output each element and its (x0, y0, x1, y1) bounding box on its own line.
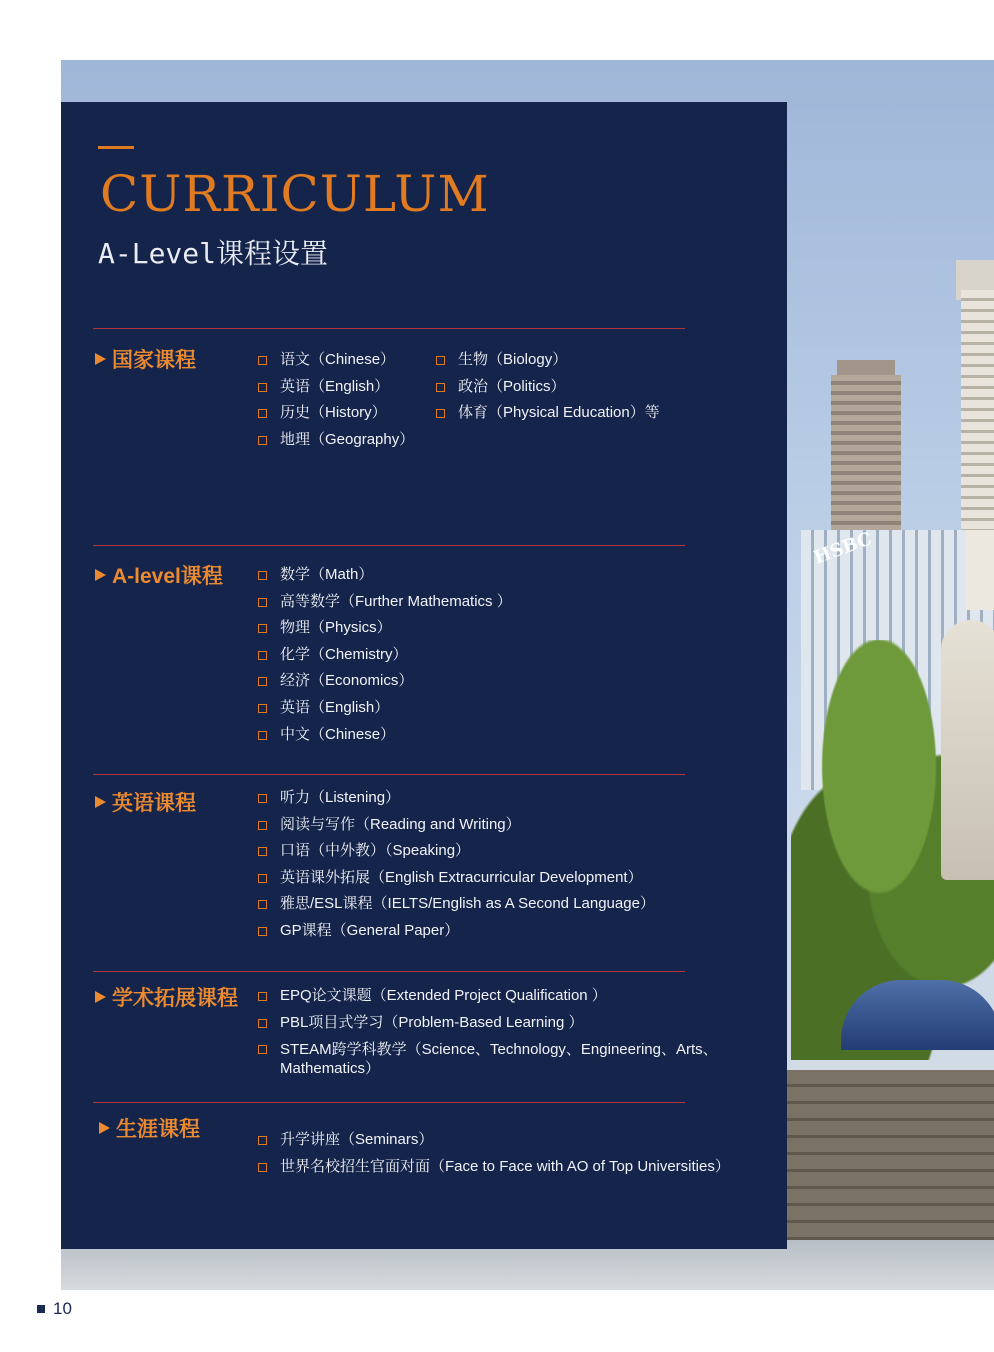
list-item: 听力（Listening） (258, 785, 655, 812)
checkbox-square-icon (258, 436, 267, 445)
checkbox-square-icon (258, 874, 267, 883)
list-item: 化学（Chemistry） (258, 642, 512, 669)
checkbox-square-icon (258, 1136, 267, 1145)
checkbox-square-icon (258, 1163, 267, 1172)
checkbox-square-icon (258, 409, 267, 418)
checkbox-square-icon (258, 992, 267, 1001)
section-divider (93, 774, 685, 775)
checkbox-square-icon (436, 356, 445, 365)
section-divider (93, 1102, 685, 1103)
page-title: CURRICULUM (100, 165, 490, 223)
list-item: 世界名校招生官面对面（Face to Face with AO of Top Universities） (258, 1154, 730, 1181)
checkbox-square-icon (258, 651, 267, 660)
square-bullet-icon (37, 1305, 45, 1313)
title-accent-line (98, 146, 134, 149)
checkbox-square-icon (258, 1019, 267, 1028)
list-item: 经济（Economics） (258, 668, 512, 695)
tower (961, 290, 994, 550)
section-heading-career (99, 1113, 200, 1143)
checkbox-square-icon (258, 624, 267, 633)
section-heading-label: A-level课程 (112, 565, 223, 588)
triangle-bullet-icon (95, 353, 106, 365)
english-list (258, 785, 655, 945)
section-heading-national (95, 344, 196, 374)
building-right (966, 530, 994, 610)
page-number-label: 10 (53, 1299, 72, 1318)
checkbox-square-icon (258, 847, 267, 856)
section-heading-label: 国家课程 (112, 349, 196, 372)
checkbox-square-icon (258, 794, 267, 803)
checkbox-square-icon (258, 677, 267, 686)
page-number (37, 1299, 72, 1319)
checkbox-square-icon (258, 1045, 267, 1054)
checkbox-square-icon (436, 409, 445, 418)
triangle-bullet-icon (95, 991, 106, 1003)
list-item: 英语（English） (258, 695, 512, 722)
list-item: 生物（Biology） (436, 347, 660, 374)
section-heading-english (95, 787, 196, 817)
list-item: 中文（Chinese） (258, 722, 512, 749)
list-item: 阅读与写作（Reading and Writing） (258, 812, 655, 839)
list-item: 高等数学（Further Mathematics ） (258, 589, 512, 616)
list-item: 地理（Geography） (258, 427, 414, 454)
academic-list (258, 983, 728, 1082)
list-item: 物理（Physics） (258, 615, 512, 642)
building-sign: HSBC (811, 528, 875, 569)
checkbox-square-icon (258, 704, 267, 713)
section-heading-academic (95, 982, 238, 1012)
list-item: 英语课外拓展（English Extracurricular Development） (258, 865, 655, 892)
list-item: 政治（Politics） (436, 374, 660, 401)
section-heading-label: 学术拓展课程 (112, 987, 238, 1010)
list-item: 历史（History） (258, 400, 414, 427)
triangle-bullet-icon (95, 569, 106, 581)
checkbox-square-icon (258, 598, 267, 607)
checkbox-square-icon (258, 927, 267, 936)
list-item: GP课程（General Paper） (258, 918, 655, 945)
career-list (258, 1127, 730, 1180)
page-subtitle: A-Level课程设置 (98, 237, 329, 270)
checkbox-square-icon (258, 571, 267, 580)
list-item: 语文（Chinese） (258, 347, 414, 374)
section-heading-label: 英语课程 (112, 792, 196, 815)
triangle-bullet-icon (99, 1122, 110, 1134)
alevel-list (258, 562, 512, 748)
list-item: 雅思/ESL课程（IELTS/English as A Second Language） (258, 891, 655, 918)
section-heading-alevel (95, 560, 223, 590)
triangle-bullet-icon (95, 796, 106, 808)
section-divider (93, 328, 685, 329)
list-item: 升学讲座（Seminars） (258, 1127, 730, 1154)
list-item: 体育（Physical Education）等 (436, 400, 660, 427)
section-divider (93, 545, 685, 546)
list-item: 英语（English） (258, 374, 414, 401)
national-list-col1 (258, 347, 414, 453)
list-item: 数学（Math） (258, 562, 512, 589)
checkbox-square-icon (258, 731, 267, 740)
list-item: EPQ论文课题（Extended Project Qualification ） (258, 983, 728, 1010)
list-item: 口语（中外教）（Speaking） (258, 838, 655, 865)
checkbox-square-icon (258, 900, 267, 909)
checkbox-square-icon (258, 383, 267, 392)
merlion-statue (941, 620, 994, 880)
national-list-col2 (436, 347, 660, 427)
checkbox-square-icon (436, 383, 445, 392)
section-heading-label: 生涯课程 (116, 1118, 200, 1141)
section-divider (93, 971, 685, 972)
list-item: STEAM跨学科教学（Science、Technology、Engineering、Arts、Mathematics） (258, 1036, 728, 1082)
checkbox-square-icon (258, 356, 267, 365)
list-item: PBL项目式学习（Problem-Based Learning ） (258, 1010, 728, 1037)
checkbox-square-icon (258, 821, 267, 830)
